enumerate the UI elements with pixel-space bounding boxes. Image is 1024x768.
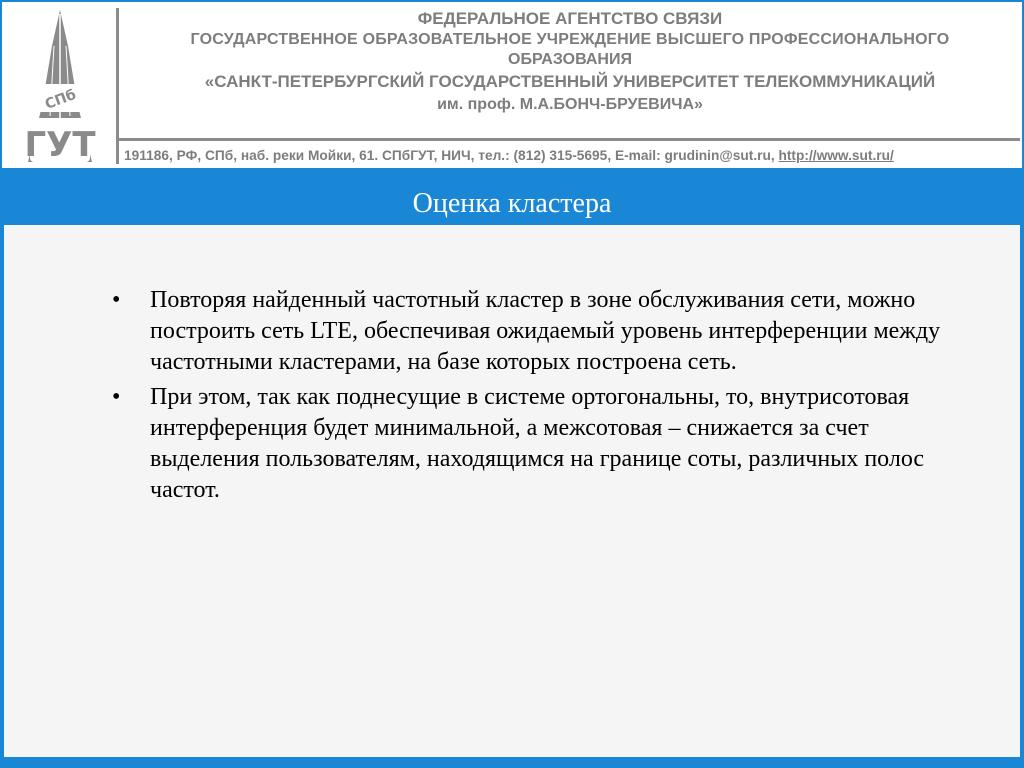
bullet-icon: •: [112, 287, 121, 313]
agency-name: ФЕДЕРАЛЬНОЕ АГЕНТСТВО СВЯЗИ: [417, 9, 723, 28]
header-divider-horizontal: [116, 138, 1020, 141]
bullet-text: При этом, так как поднесущие в системе ортогональны, то, внутрисотовая интерференция будет минимальной, а межсотовая – снижается за счет выделения пользователям, находящимся на границе соты, различных полос частот.: [150, 384, 925, 503]
header-text-block: [120, 8, 1020, 116]
university-logo: [8, 6, 112, 166]
named-after: им. проф. М.А.БОНЧ-БРУЕВИЧА»: [437, 96, 703, 113]
university-header: [2, 2, 1022, 168]
slide-content: [4, 225, 1020, 757]
bullet-list: [4, 285, 1020, 510]
contact-info: 191186, РФ, СПб, наб. реки Мойки, 61. СПбГУТ, НИЧ, тел.: (812) 315-5695, E-mail: grudinin@sut.ru,: [124, 147, 779, 163]
bullet-icon: •: [112, 384, 121, 410]
svg-text:СПб: СПб: [43, 86, 79, 113]
contact-line: [124, 144, 1002, 166]
institution-name-line2: ОБРАЗОВАНИЯ: [508, 51, 632, 68]
bullet-text: Повторяя найденный частотный кластер в зоне обслуживания сети, можно построить сеть LTE, обеспечивая ожидаемый уровень интерференции между частотными кластерами, на базе которых построена сеть.: [150, 287, 941, 375]
website-link[interactable]: http://www.sut.ru/: [778, 147, 894, 163]
university-name: «САНКТ-ПЕТЕРБУРГСКИЙ ГОСУДАРСТВЕННЫЙ УНИВЕРСИТЕТ ТЕЛЕКОММУНИКАЦИЙ: [204, 72, 936, 91]
bullet-item: [4, 285, 950, 378]
slide-title: Оценка кластера: [412, 188, 612, 219]
svg-text:ГУТ: ГУТ: [24, 125, 96, 165]
bullet-item: [4, 382, 950, 506]
institution-name-line1: ГОСУДАРСТВЕННОЕ ОБРАЗОВАТЕЛЬНОЕ УЧРЕЖДЕНИЕ ВЫСШЕГО ПРОФЕССИОНАЛЬНОГО: [190, 31, 950, 48]
